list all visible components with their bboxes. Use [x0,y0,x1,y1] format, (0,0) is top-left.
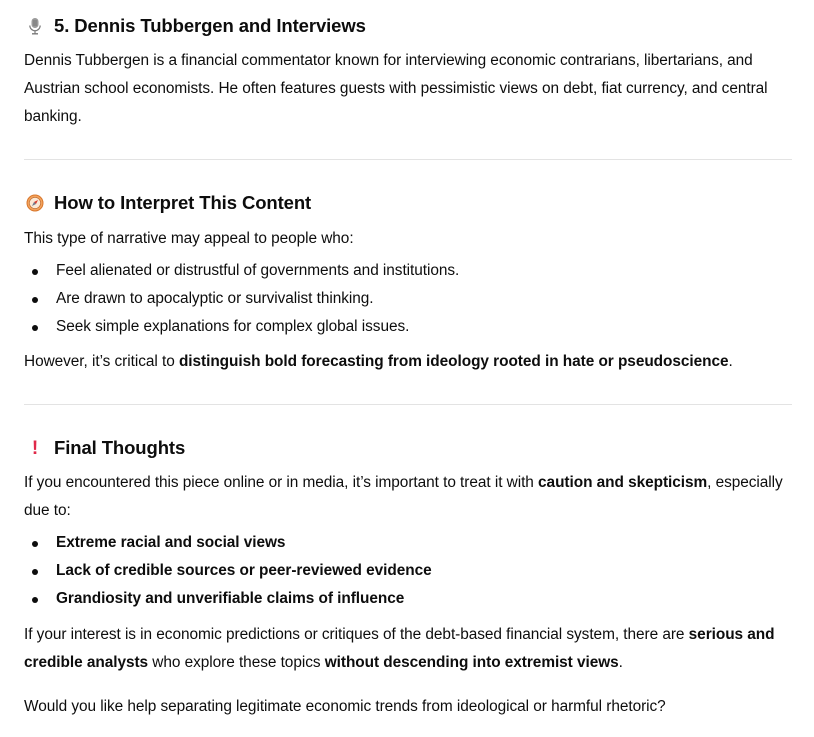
conclusion-end: . [728,353,733,370]
bullet-dot [32,569,38,575]
list-item [24,557,792,585]
para-bold: without descending into extremist views [324,654,619,671]
list-item [24,285,792,313]
final-bullet-list [24,529,792,613]
interpret-bullet-list [24,257,792,341]
exclamation-icon: ! [31,437,39,459]
list-item-text: Lack of credible sources or peer-reviewed evidence [56,562,432,579]
list-item-text: Seek simple explanations for complex global issues. [56,318,410,335]
final-intro [24,469,784,525]
bullet-dot [32,269,38,275]
section-heading-final [24,436,185,460]
bullet-dot [32,597,38,603]
list-item [24,529,792,557]
bullet-dot [32,541,38,547]
heading-text: 5. Dennis Tubbergen and Interviews [54,15,366,36]
heading-text: How to Interpret This Content [54,192,312,213]
section-heading-interpret [24,191,311,215]
bullet-dot [32,297,38,303]
divider [24,159,792,160]
conclusion-text: However, it’s critical to [24,353,179,370]
para-end: . [618,654,623,671]
para-text: who explore these topics [148,654,325,671]
section-heading-tubbergen [24,14,366,38]
list-item-text: Grandiosity and unverifiable claims of influence [56,590,405,607]
compass-icon [24,194,46,212]
list-item-text: Are drawn to apocalyptic or survivalist thinking. [56,290,374,307]
intro-text: If you encountered this piece online or in media, it’s important to treat it with [24,474,539,491]
bullet-dot [32,325,38,331]
para-bold: serious and credible analysts [24,626,775,671]
conclusion-bold: distinguish bold forecasting from ideology rooted in hate or pseudoscience [178,353,729,370]
list-item [24,313,792,341]
microphone-icon [24,17,46,35]
intro-end: , especially due to: [24,474,783,519]
list-item-text: Feel alienated or distrustful of governments and institutions. [56,262,460,279]
interpret-conclusion [24,348,792,376]
interpret-intro: This type of narrative may appeal to people who: [24,230,354,247]
list-item [24,585,792,613]
intro-bold: caution and skepticism [538,474,708,491]
para-text: If your interest is in economic predictions or critiques of the debt-based financial system, there are [24,626,689,643]
list-item [24,257,792,285]
list-item-text: Extreme racial and social views [56,534,286,551]
follow-up-question: Would you like help separating legitimate economic trends from ideological or harmful rhetoric? [24,698,666,715]
final-paragraph [24,621,792,677]
heading-text: Final Thoughts [54,437,186,458]
divider [24,404,792,405]
tubbergen-paragraph: Dennis Tubbergen is a financial commentator known for interviewing economic contrarians, libertarians, and Austrian school economists. He often features guests with pessimistic views on debt, fiat currency, and central banking. [24,52,768,125]
